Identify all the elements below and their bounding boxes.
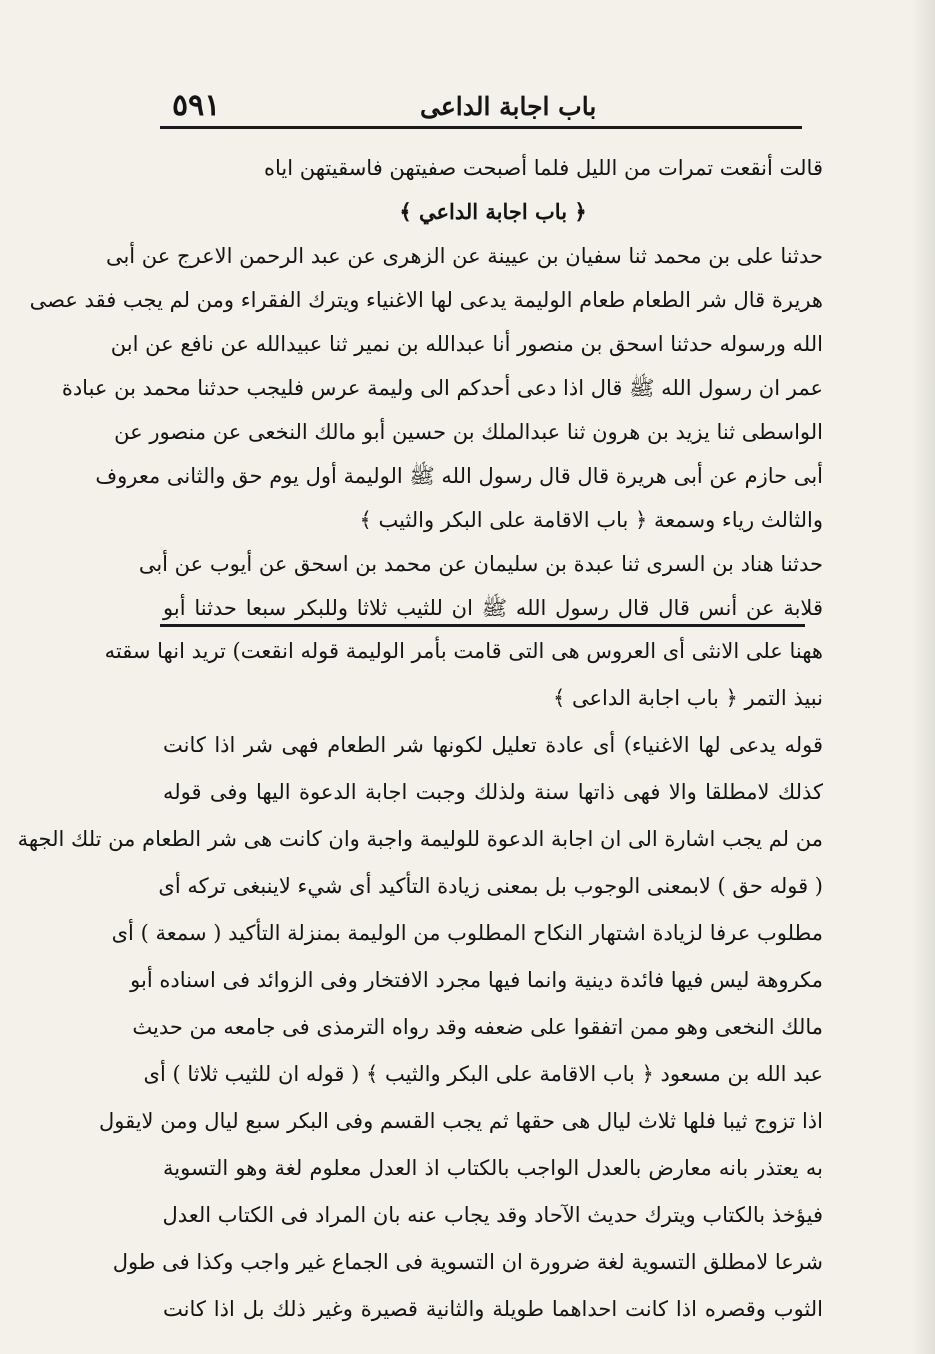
commentary-text-line: كذلك لامطلقا والا فهى ذاتها سنة ولذلك وجبت اجابة الدعوة اليها وفى قوله <box>163 780 823 804</box>
header-rule <box>160 126 802 129</box>
main-text-block <box>29 146 823 630</box>
commentary-text-line: فيؤخذ بالكتاب ويترك حديث الآحاد وقد يجاب عنه بان المراد فى الكتاب العدل <box>162 1203 823 1227</box>
commentary-text-line: ( قوله حق ) لابمعنى الوجوب بل بمعنى زيادة التأكيد أى شيء لاينبغى تركه أى <box>158 874 823 898</box>
page-number: ٥٩١ <box>172 88 221 123</box>
page-header <box>160 88 800 128</box>
commentary-text-line: مكروهة ليس فيها فائدة دينية وانما فيها مجرد الافتخار وفى الزوائد فى اسناده أبو <box>130 968 823 992</box>
commentary-text-line: ههنا على الانثى أى العروس هى التى قامت بأمر الوليمة قوله انقعت) تريد انها سقته <box>104 639 823 663</box>
commentary-text-block <box>17 628 823 1333</box>
main-text-line: الله ورسوله حدثنا اسحق بن منصور أنا عبدالله بن نمير ثنا عبيدالله عن نافع عن ابن <box>110 332 823 356</box>
main-text-line: والثالث رياء وسمعة ﴿ باب الاقامة على البكر والثيب ﴾ <box>359 508 823 532</box>
main-text-line: حدثنا هناد بن السرى ثنا عبدة بن سليمان عن محمد بن اسحق عن أيوب عن أبى <box>138 552 823 576</box>
running-title: باب اجابة الداعى <box>420 92 597 121</box>
main-text-line: أبى حازم عن أبى هريرة قال قال رسول الله ﷺ الوليمة أول يوم حق والثانى معروف <box>95 464 823 488</box>
commentary-text-line: به يعتذر بانه معارض بالعدل الواجب بالكتاب اذ العدل معلوم لغة وهو التسوية <box>163 1156 823 1180</box>
commentary-text-line: من لم يجب اشارة الى ان اجابة الدعوة للوليمة واجبة وان كانت هى شر الطعام من تلك الجهة <box>17 827 823 851</box>
commentary-text-line: مالك النخعى وهو ممن اتفقوا على ضعفه وقد رواه الترمذى فى جامعه من حديث <box>132 1015 823 1039</box>
main-text-line: قالت أنقعت تمرات من الليل فلما أصبحت صفيتهن فاسقيتهن اياه <box>263 156 823 180</box>
main-text-line: ﴿ باب اجابة الداعي ﴾ <box>399 199 587 224</box>
main-text-line: حدثنا على بن محمد ثنا سفيان بن عيينة عن الزهرى عن عبد الرحمن الاعرج عن أبى <box>105 244 823 268</box>
main-text-line: قلابة عن أنس قال قال رسول الله ﷺ ان للثيب ثلاثا وللبكر سبعا حدثنا أبو <box>163 596 823 620</box>
commentary-divider <box>160 624 805 627</box>
main-text-line: هريرة قال شر الطعام طعام الوليمة يدعى لها الاغنياء ويترك الفقراء ومن لم يجب فقد عصى <box>29 288 823 312</box>
page-edge-shadow <box>911 0 935 1354</box>
commentary-text-line: مطلوب عرفا لزيادة اشتهار النكاح المطلوب من الوليمة بمنزلة التأكيد ( سمعة ) أى <box>111 921 823 945</box>
commentary-text-line: قوله يدعى لها الاغنياء) أى عادة تعليل لكونها شر الطعام فهى شر اذا كانت <box>163 733 823 757</box>
commentary-text-line: عبد الله بن مسعود ﴿ باب الاقامة على البكر والثيب ﴾ ( قوله ان للثيب ثلاثا ) أى <box>143 1062 823 1086</box>
commentary-text-line: اذا تزوج ثيبا فلها ثلاث ليال هى حقها ثم يجب القسم وفى البكر سبع ليال ومن لايقول <box>98 1109 823 1133</box>
commentary-text-line: نبيذ التمر ﴿ باب اجابة الداعى ﴾ <box>553 686 823 710</box>
commentary-text-line: شرعا لامطلق التسوية لغة ضرورة ان التسوية فى الجماع غير واجب وكذا فى طول <box>112 1250 823 1274</box>
commentary-text-line: الثوب وقصره اذا كانت احداهما طويلة والثانية قصيرة وغير ذلك بل اذا كانت <box>163 1297 823 1321</box>
main-text-line: الواسطى ثنا يزيد بن هرون ثنا عبدالملك بن حسين أبو مالك النخعى عن منصور عن <box>114 420 823 444</box>
main-text-line: عمر ان رسول الله ﷺ قال اذا دعى أحدكم الى وليمة عرس فليجب حدثنا محمد بن عبادة <box>61 376 823 400</box>
